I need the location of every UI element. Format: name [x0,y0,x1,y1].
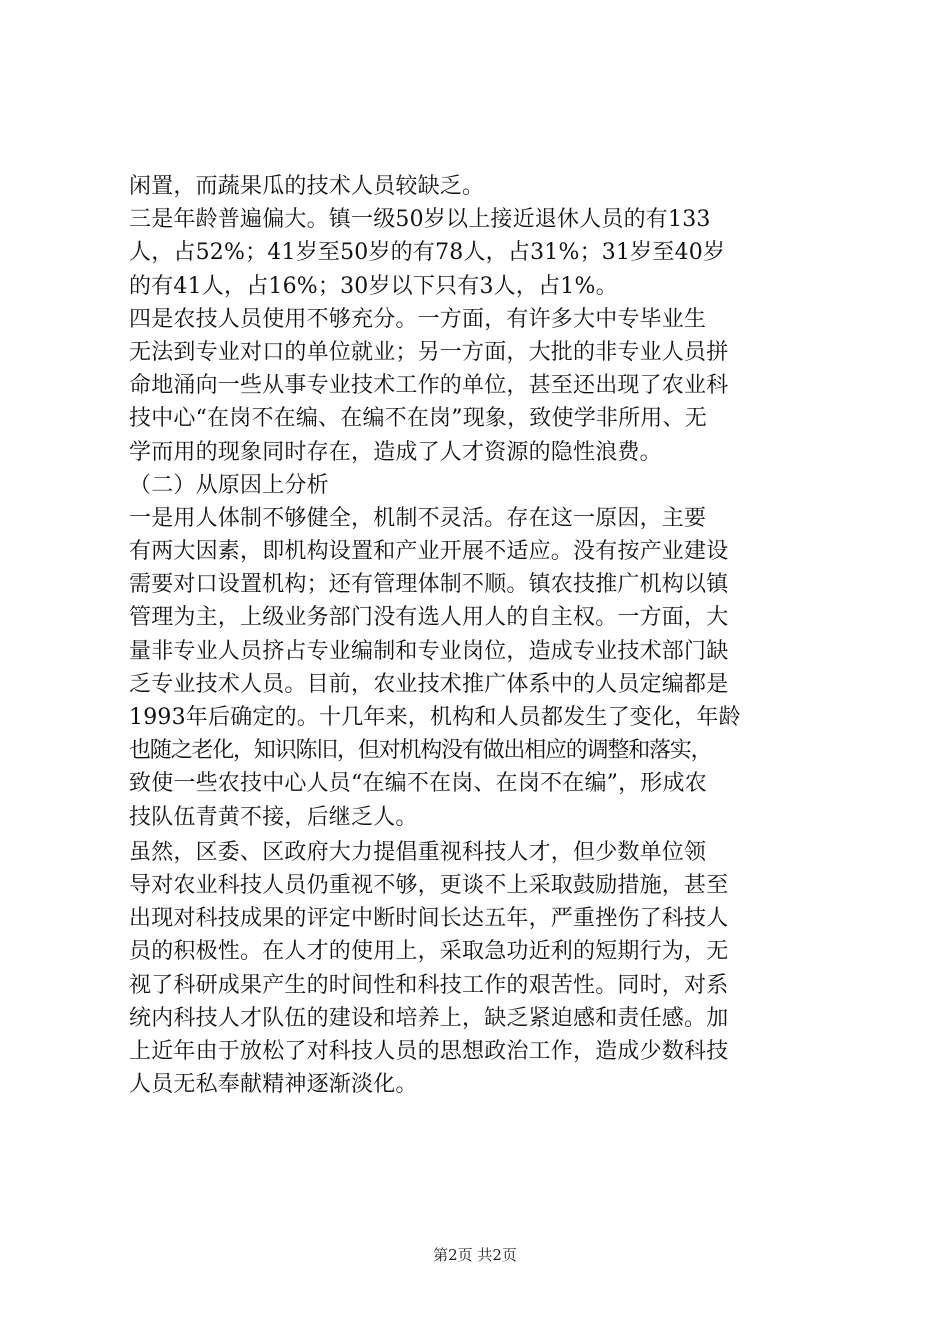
text-line: 的有41人，占16%；30岁以下只有3人，占1%。 [129,273,618,299]
text-line: 学而用的现象同时存在，造成了人才资源的隐性浪费。 [129,439,662,465]
body-text [129,170,829,1101]
text-line: 虽然，区委、区政府大力提倡重视科技人才，但少数单位领 [129,839,707,865]
text-line: 出现对科技成果的评定中断时间长达五年，严重挫伤了科技人 [129,906,729,932]
text-line: 也随之老化，知识陈旧，但对机构没有做出相应的调整和落实， [129,738,712,764]
text-line: 技队伍青黄不接，后继乏人。 [129,804,418,830]
section-heading: （二）从原因上分析 [129,472,329,498]
text-line: 三是年龄普遍偏大。镇一级50岁以上接近退休人员的有133 [129,207,711,233]
text-line: 管理为主，上级业务部门没有选人用人的自主权。一方面，大 [129,605,729,631]
text-line: 量非专业人员挤占专业编制和专业岗位，造成专业技术部门缺 [129,638,729,664]
text-line: 命地涌向一些从事专业技术工作的单位，甚至还出现了农业科 [129,373,729,399]
text-line: 视了科研成果产生的时间性和科技工作的艰苦性。同时，对系 [129,972,729,998]
text-line: 有两大因素，即机构设置和产业开展不适应。没有按产业建设 [129,539,729,565]
text-line: 技中心“在岗不在编、在编不在岗”现象，致使学非所用、无 [129,406,707,432]
text-line: 致使一些农技中心人员“在编不在岗、在岗不在编”，形成农 [129,771,707,797]
text-line: 导对农业科技人员仍重视不够，更谈不上采取鼓励措施，甚至 [129,872,729,898]
text-line: 人，占52%；41岁至50岁的有78人，占31%；31岁至40岁 [129,240,726,266]
text-line: 员的积极性。在人才的使用上，采取急功近利的短期行为，无 [129,939,729,965]
text-line: 统内科技人才队伍的建设和培养上，缺乏紧迫感和责任感。加 [129,1005,729,1031]
text-line: 1993年后确定的。十几年来，机构和人员都发生了变化，年龄 [129,705,741,730]
text-line: 闲置，而蔬果瓜的技术人员较缺乏。 [129,174,485,199]
text-line: 上近年由于放松了对科技人员的思想政治工作，造成少数科技 [129,1038,729,1064]
text-line: 需要对口设置机构；还有管理体制不顺。镇农技推广机构以镇 [129,572,729,598]
page-footer: 第2页 共2页 [433,1246,517,1264]
text-line: 无法到专业对口的单位就业；另一方面，大批的非专业人员拼 [129,339,729,365]
text-line: 四是农技人员使用不够充分。一方面，有许多大中专毕业生 [129,306,707,332]
text-line: 一是用人体制不够健全，机制不灵活。存在这一原因，主要 [129,505,707,531]
text-line: 乏专业技术人员。目前，农业技术推广体系中的人员定编都是 [129,671,729,697]
text-line: 人员无私奉献精神逐渐淡化。 [129,1072,418,1098]
